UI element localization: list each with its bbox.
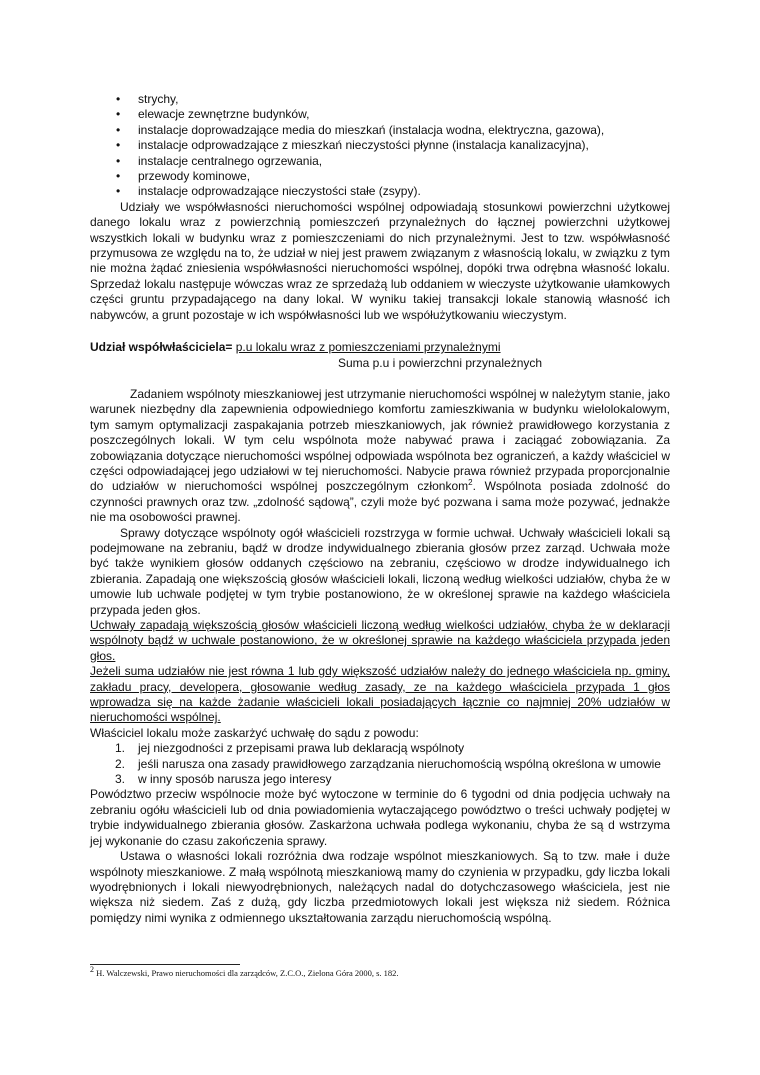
paragraph-community-tasks	[90, 387, 670, 526]
list-number: 2.	[115, 756, 126, 771]
list-item: • przewody kominowe,	[90, 169, 670, 184]
share-formula	[90, 340, 670, 371]
list-text: jej niezgodności z przepisami prawa lub deklaracją wspólnoty	[138, 741, 465, 756]
list-item: • elewacje zewnętrzne budynków,	[90, 107, 670, 122]
common-property-list	[90, 92, 670, 200]
paragraph-text: . Wspólnota posiada zdolność do czynności prawnych oraz tzw. „zdolność sądową”, czyli może być pozwana i sama może pozywać, jednakże nie ma osobowości prawnej.	[90, 479, 670, 525]
list-item: • instalacje odprowadzające z mieszkań nieczystości płynne (instalacja kanalizacyjna),	[90, 138, 670, 153]
footnote-number: 2	[90, 965, 94, 975]
paragraph-majority-rule: Uchwały zapadają większością głosów właścicieli liczoną według wielkości udziałów, chyba że w deklaracji wspólnoty bądź w uchwale postanowiono, że w określonej sprawie na każdego właściciela przypada jeden głos.	[90, 618, 670, 663]
list-item: • instalacje odprowadzające nieczystości stałe (zsypy).	[90, 184, 670, 199]
paragraph-appeal-intro: Właściciel lokalu może zaskarżyć uchwałę do sądu z powodu:	[90, 725, 419, 740]
list-item: • instalacje doprowadzające media do mieszkań (instalacja wodna, elektryczna, gazowa),	[90, 123, 670, 138]
paragraph-one-vote-rule: Jeżeli suma udziałów nie jest równa 1 lub gdy większość udziałów należy do jednego właściciela np. gminy, zakładu pracy, developera, głosowanie według zasady, ze na każdego właściciela przypada 1 głos wprowadza się na każde żadanie właścicieli lokali posiadających łącznie co najmniej 20% udziałów w nieruchomości wspólnej.	[90, 664, 670, 725]
list-text: w inny sposób narusza jego interesy	[138, 772, 332, 787]
paragraph-shares: Udziały we współwłasności nieruchomości wspólnej odpowiadają stosunkowi powierzchni użytkowej danego lokalu wraz z powierzchnią pomieszczeń przynależnych do łącznej powierzchni użytkowej wszystkich lokali w budynku wraz z pomieszczeniami do nich przynależnymi. Jest to tzw. współwłasność przymusowa ze względu na to, że udział w niej jest prawem związanym z własnością lokalu, w związku z tym nie można żądać zniesienia współwłasności nieruchomości wspólnej, dopóki trwa odrębna własność lokalu. Sprzedaż lokalu następuje wówczas wraz ze sprzedażą lub oddaniem w wieczyste użytkowanie ułamkowych części gruntu przypadającego na dany lokal. W wyniku takiej transakcji lokale stanowią własność ich nabywców, a grunt pozostaje w ich współwłasności lub we współużytkowaniu wieczystym.	[90, 199, 670, 322]
list-item	[90, 772, 670, 787]
appeal-reasons-list	[90, 741, 670, 787]
footnote-text: H. Walczewski, Prawo nieruchomości dla zarządców, Z.C.O., Zielona Góra 2000, s. 182.	[94, 968, 399, 978]
list-item	[90, 757, 670, 772]
list-item: • strychy,	[90, 92, 670, 107]
list-number: 3.	[115, 772, 126, 787]
footnote-ref: 2	[468, 478, 473, 488]
paragraph-community-types: Ustawa o własności lokali rozróżnia dwa rodzaje wspólnot mieszkaniowych. Są to tzw. małe i duże wspólnoty mieszkaniowe. Z małą wspólnotą mieszkaniową mamy do czynienia w przypadku, gdy liczba lokali wyodrębnionych i lokali niewyodrębnionych, należących nadal do dotychczasowego właściciela, jest nie większa niż siedem. Zaś z dużą, gdy liczba przedmiotowych lokali jest większa niż siedem. Różnica pomiędzy nimi wynika z odmiennego ukształtowania zarządu nieruchomością wspólną.	[90, 849, 670, 925]
formula-label: Udział współwłaściciela=	[90, 340, 233, 355]
list-text: jeśli narusza ona zasady prawidłowego zarządzania nieruchomością wspólną określona w umowie	[138, 756, 661, 771]
paragraph-resolutions: Sprawy dotyczące wspólnoty ogół właścicieli rozstrzyga w formie uchwał. Uchwały właścicieli lokali są podejmowane na zebraniu, bądź w drodze indywidualnego zbierania głosów przez zarząd. Uchwała może być także wynikiem głosów oddanych częściowo na zebraniu, częściowo w drodze indywidualnego ich zbierania. Zapadają one większością głosów właścicieli lokali, liczoną według wielkości udziałów, chyba że w umowie lub uchwale podjętej w tym trybie postanowiono, że w określonej sprawie na każdego właściciela przypada jeden głos.	[90, 525, 670, 617]
list-item: • instalacje centralnego ogrzewania,	[90, 154, 670, 169]
paragraph-lawsuit: Powództwo przeciw wspólnocie może być wytoczone w terminie do 6 tygodni od dnia podjęcia uchwały na zebraniu ogółu właścicieli lub od dnia powiadomienia wytaczającego powództwo o treści uchwały podjętej w trybie indywidualnego zbierania głosów. Zaskarżona uchwała podlega wykonaniu, chyba że są d wstrzyma jej wykonanie do czasu zakończenia sprawy.	[90, 787, 670, 848]
footnote-separator	[90, 964, 240, 965]
footnote	[90, 965, 670, 979]
formula-denominator: Suma p.u i powierzchni przynależnych	[337, 355, 543, 370]
document-body	[90, 92, 670, 926]
paragraph-text: Zadaniem wspólnoty mieszkaniowej jest utrzymanie nieruchomości wspólnej w należytym stanie, jako warunek niezbędny dla zapewnienia odpowiedniego komfortu zamieszkiwania w budynku wielolokalowym, tym samym optymalizacji zaspakajania potrzeb mieszkaniowych, jak również prawidłowego korzystania z poszczególnych lokali. W tym celu wspólnota może nabywać prawa i zaciągać zobowiązania. Za zobowiązania dotyczące nieruchomości wspólnej odpowiada wspólnota bez ograniczeń, a każdy właściciel w części odpowiadającej jego udziałowi w tej nieruchomości. Nabycie prawa również przypada proporcjonalnie do udziałów w nieruchomości wspólnej poszczególnym członkom	[90, 386, 670, 494]
list-number: 1.	[115, 741, 126, 756]
list-item	[90, 741, 670, 756]
formula-numerator: p.u lokalu wraz z pomieszczeniami przynależnymi	[235, 340, 501, 355]
